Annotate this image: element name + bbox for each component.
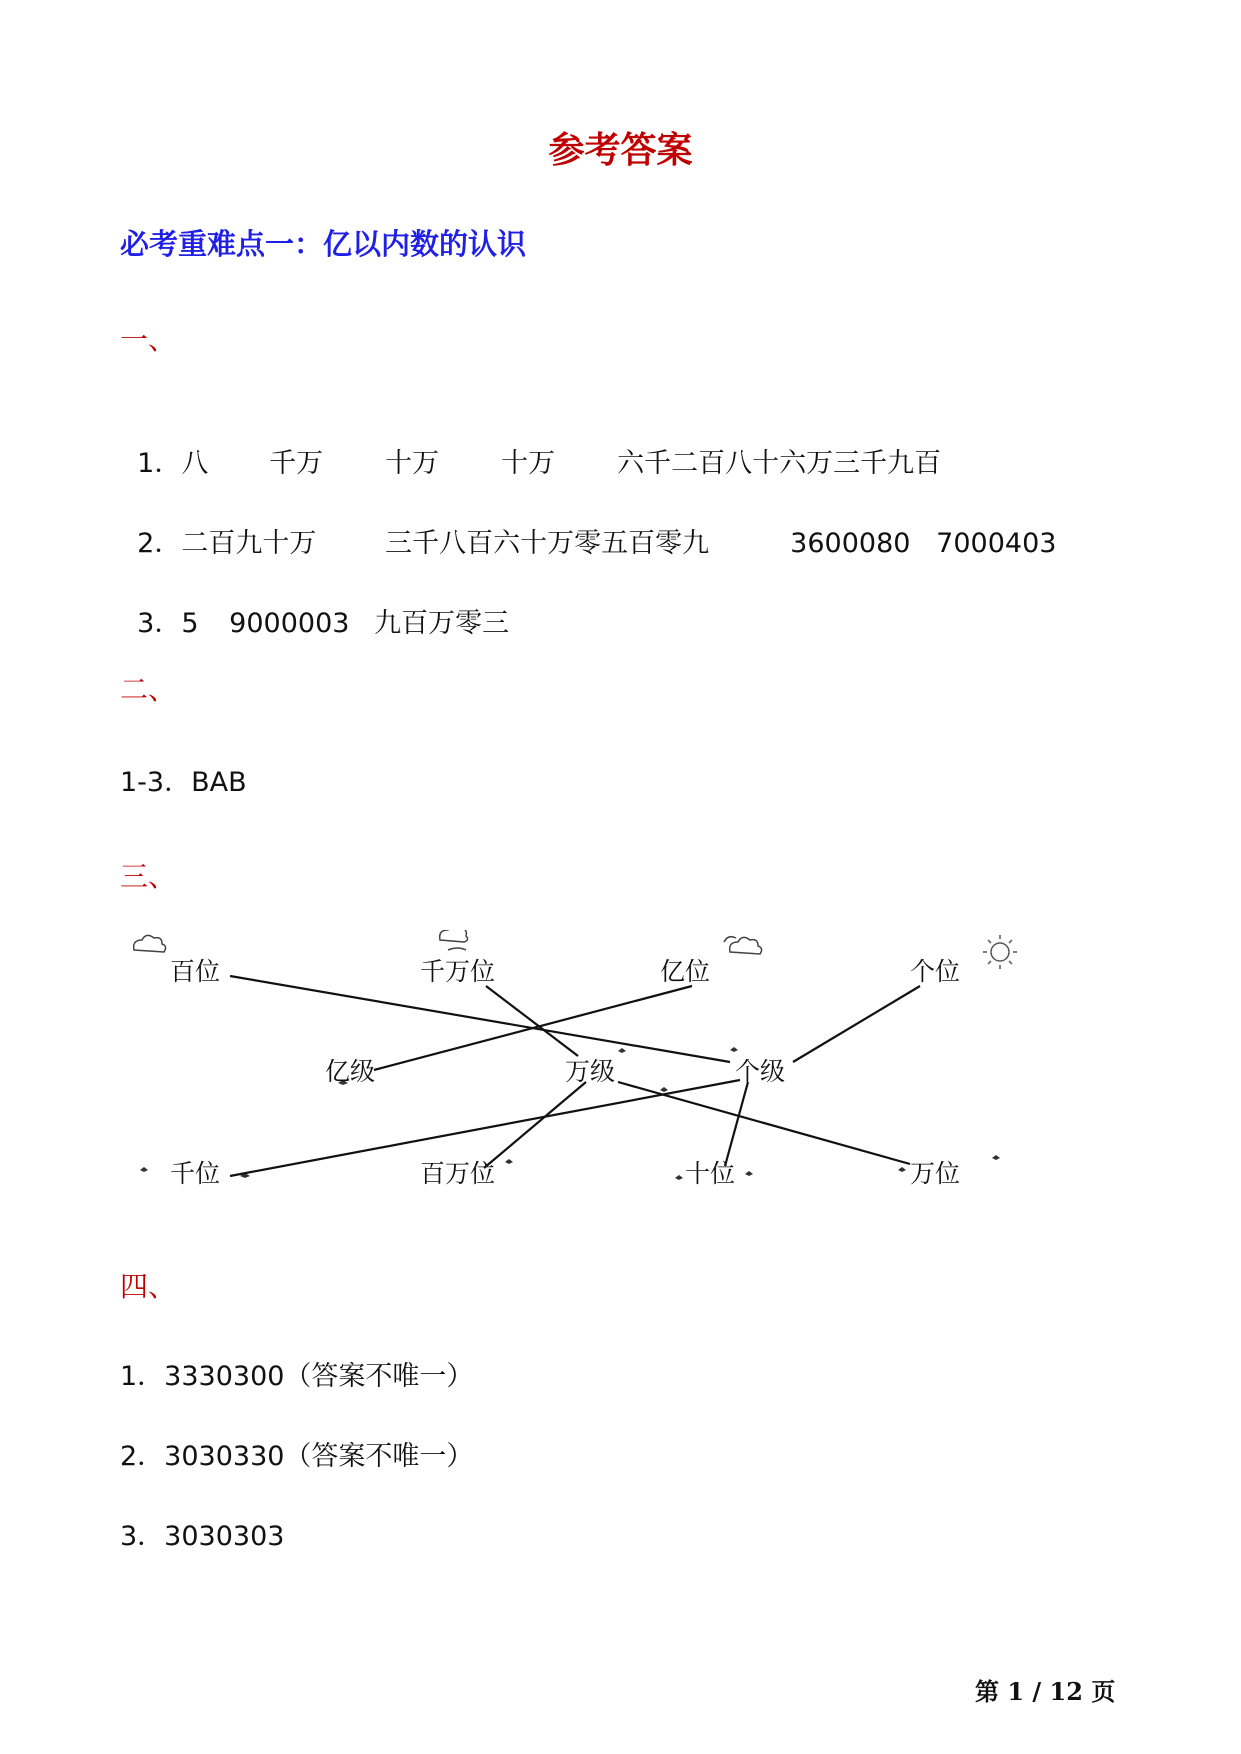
label-units-class: 个级	[735, 1057, 786, 1086]
page-title: 参考答案	[548, 129, 693, 171]
answer-item: 三千八百六十万零五百零九	[385, 528, 710, 559]
label-tens-place: 十位	[685, 1159, 736, 1188]
page-number: 1	[1007, 1677, 1025, 1706]
part-4-answer-1: 1．3330300（答案不唯一）	[120, 1361, 474, 1392]
label-wan-class: 万级	[565, 1057, 616, 1086]
page-total: 12	[1049, 1677, 1083, 1706]
label-hundred-millions-place: 亿位	[660, 957, 711, 986]
label-yi-class: 亿级	[325, 1057, 376, 1086]
answer-item: 3．5	[137, 608, 199, 639]
match-line	[793, 986, 920, 1062]
match-line	[230, 976, 730, 1062]
answer-item: 1．八	[137, 448, 209, 479]
part-2-label: 二、	[120, 673, 177, 706]
label-ten-millions-place: 千万位	[420, 957, 496, 986]
page-suffix: 页	[1091, 1677, 1116, 1706]
part-1-label: 一、	[120, 323, 177, 356]
answer-item: 九百万零三	[374, 608, 510, 639]
part-4-answer-2: 2．3030330（答案不唯一）	[120, 1441, 474, 1472]
part-3-label: 三、	[120, 860, 177, 893]
cloud-icon	[134, 935, 166, 952]
label-hundreds-place: 百位	[170, 957, 221, 986]
label-ten-thousands-place: 万位	[910, 1159, 961, 1188]
answer-item: 十万	[501, 448, 556, 479]
match-line	[374, 986, 692, 1070]
answer-item: 千万	[269, 448, 324, 479]
match-line	[725, 1082, 748, 1166]
answer-item: 2．二百九十万	[137, 528, 317, 559]
section-heading: 必考重难点一：亿以内数的认识	[120, 227, 527, 261]
page-prefix: 第	[975, 1677, 999, 1706]
answer-item: 六千二百八十六万三千九百	[617, 448, 942, 479]
part-1-answer-2	[120, 490, 1056, 560]
label-millions-place: 百万位	[420, 1159, 496, 1188]
label-ones-place: 个位	[910, 957, 961, 986]
answer-item: 7000403	[936, 528, 1057, 559]
cloud-icon	[724, 937, 762, 954]
answer-item: 十万	[385, 448, 440, 479]
part-4-answer-3: 3．3030303	[120, 1521, 285, 1552]
part-1-answer-3	[120, 570, 509, 640]
page-separator: /	[1032, 1677, 1042, 1706]
cloud-icon	[440, 930, 468, 950]
part-1-answer-1	[120, 410, 941, 480]
matching-diagram	[120, 930, 1040, 1220]
answer-item: 3600080	[790, 528, 911, 559]
label-thousands-place: 千位	[170, 1159, 221, 1188]
part-4-label: 四、	[120, 1270, 177, 1303]
match-line	[486, 986, 578, 1056]
page-footer	[975, 1672, 1115, 1707]
answer-item: 9000003	[229, 608, 350, 639]
sun-icon	[983, 935, 1017, 969]
part-2-answer-1: 1-3．BAB	[120, 767, 247, 798]
